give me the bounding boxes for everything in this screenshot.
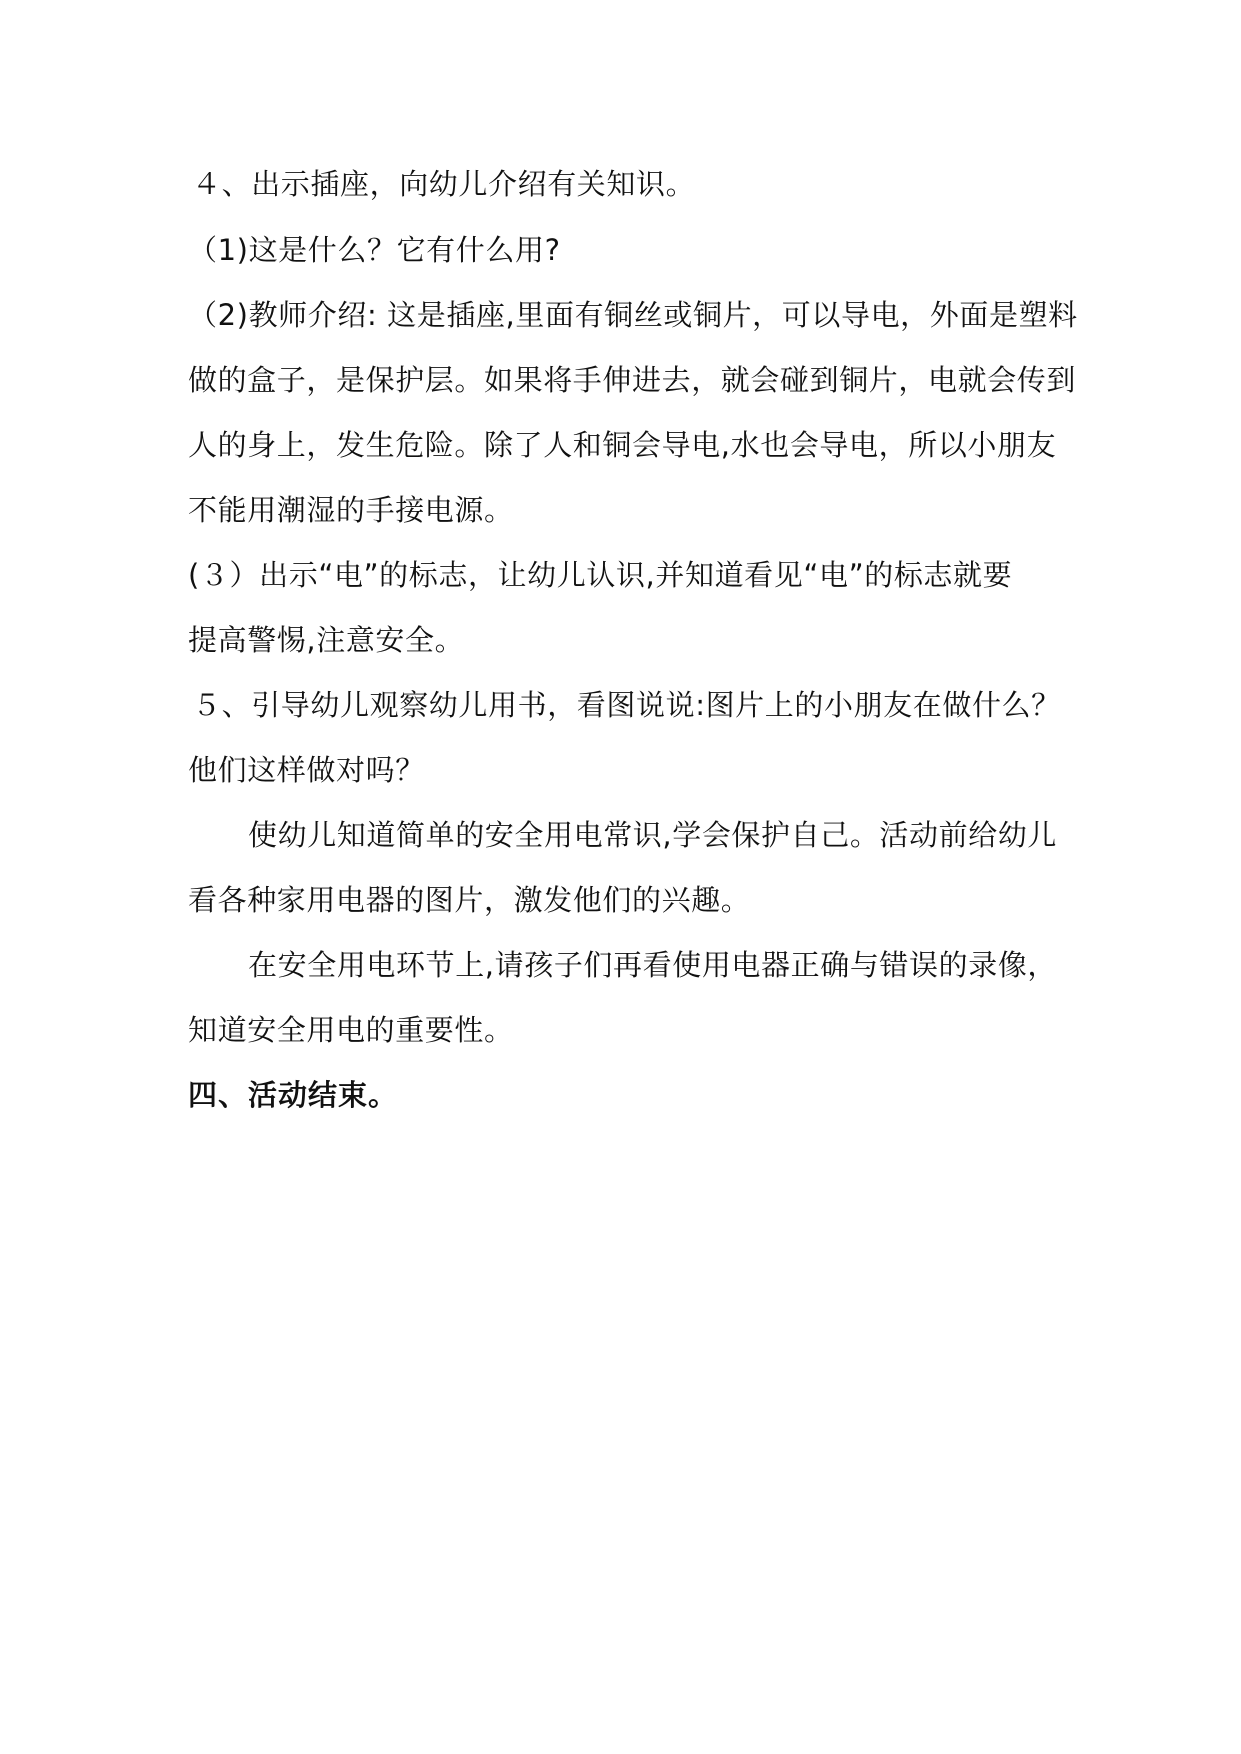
paragraph-video-line-1: 在安全用电环节上,请孩子们再看使用电器正确与错误的录像， — [248, 948, 1058, 982]
paragraph-sign-line-1: (３）出示“电”的标志，让幼儿认识,并知道看见“电”的标志就要 — [188, 558, 1013, 592]
paragraph-safety-line-2: 看各种家用电器的图片，激发他们的兴趣。 — [188, 883, 751, 917]
paragraph-teacher-intro-line-3: 人的身上，发生危险。除了人和铜会导电,水也会导电，所以小朋友 — [188, 428, 1057, 462]
paragraph-step-4: ４、出示插座，向幼儿介绍有关知识。 — [192, 167, 696, 201]
paragraph-step-5-line-1: ５、引导幼儿观察幼儿用书，看图说说:图片上的小朋友在做什么？ — [192, 688, 1061, 722]
paragraph-sign-line-2: 提高警惕,注意安全。 — [188, 623, 465, 657]
paragraph-step-5-line-2: 他们这样做对吗？ — [188, 753, 425, 787]
paragraph-teacher-intro-line-2: 做的盒子，是保护层。如果将手伸进去，就会碰到铜片，电就会传到 — [188, 363, 1077, 397]
section-heading-activity-end: 四、活动结束。 — [188, 1078, 399, 1112]
paragraph-teacher-intro-line-4: 不能用潮湿的手接电源。 — [188, 493, 514, 527]
paragraph-video-line-2: 知道安全用电的重要性。 — [188, 1013, 514, 1047]
paragraph-safety-line-1: 使幼儿知道简单的安全用电常识,学会保护自己。活动前给幼儿 — [248, 818, 1058, 852]
paragraph-question-1: （1)这是什么？它有什么用? — [188, 233, 561, 267]
paragraph-teacher-intro-line-1: （2)教师介绍: 这是插座,里面有铜丝或铜片，可以导电，外面是塑料 — [188, 298, 1078, 332]
